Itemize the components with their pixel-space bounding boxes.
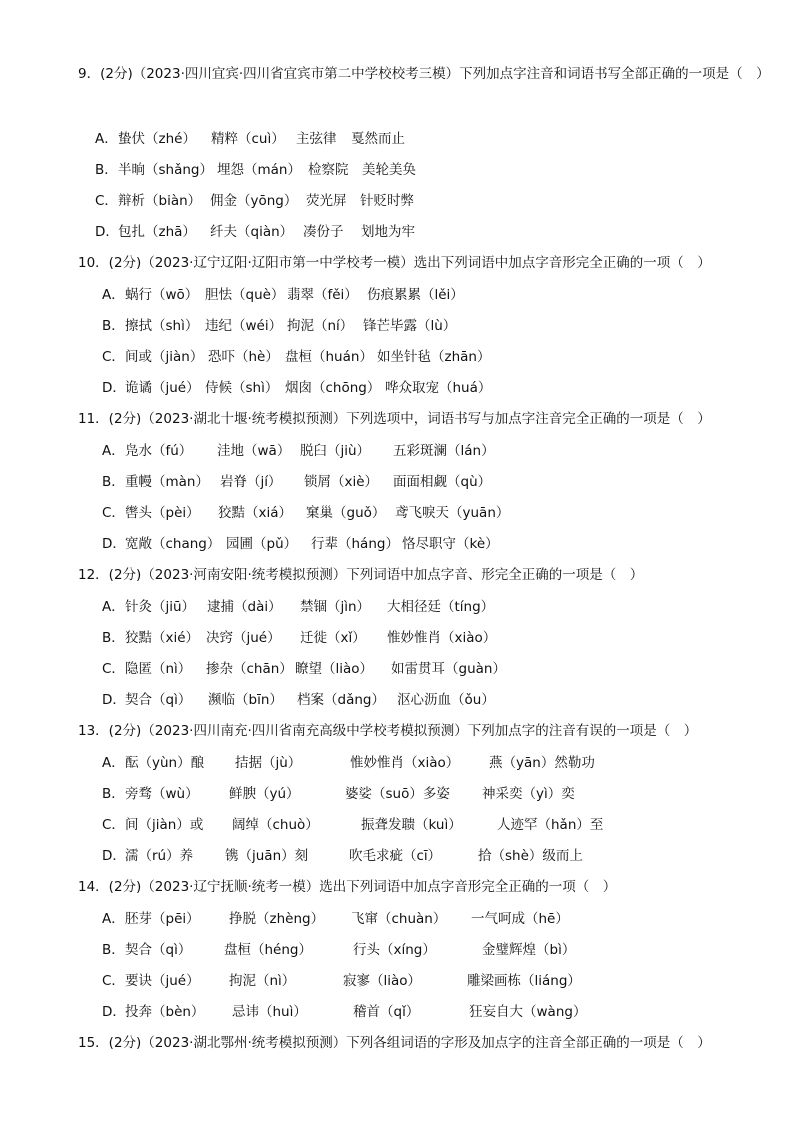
option-item: 蜗行（wō） — [125, 287, 199, 303]
option-item: 窠巢（guǒ） — [306, 505, 386, 521]
option-item: 重幔（màn） — [125, 474, 209, 490]
option-item: 酝（yùn）酿 — [125, 755, 205, 771]
option-item: 狂妄自大（wàng） — [469, 1004, 587, 1020]
option-item: 锁屑（xiè） — [304, 474, 379, 490]
option-item: 五彩斑澜（lán） — [393, 443, 495, 459]
option-item: 要诀（jué） — [125, 973, 200, 989]
option-item: 盘桓（huán） — [285, 349, 373, 365]
option-letter: D． — [102, 848, 126, 864]
option-item: 大相径廷（tíng） — [387, 599, 495, 615]
option-item: 半晌（shǎng） — [118, 162, 213, 178]
option-item: 吹毛求疵（cī） — [349, 848, 442, 864]
option-item: 神采奕（yì）奕 — [482, 786, 575, 802]
option-letter: D． — [102, 1004, 126, 1020]
option-item: 拘泥（nì） — [229, 973, 296, 989]
option-item: 档案（dǎng） — [297, 692, 385, 708]
option-letter: B． — [102, 942, 125, 958]
option-item: 濒临（bīn） — [208, 692, 283, 708]
option-item: 濡（rú）养 — [125, 848, 194, 864]
option-letter: A． — [102, 599, 125, 615]
option-item: 契合（qì） — [125, 942, 192, 958]
option-item: 辔头（pèi） — [125, 505, 200, 521]
question-stem: 9．(2分)（2023·四川宜宾·四川省宜宾市第二中学校校考三模）下列加点字注音和词语书写全部正确的一项是（ ） — [78, 66, 770, 82]
option-item: 鸢飞唳天（yuān） — [395, 505, 510, 521]
option-item: 行头（xíng） — [353, 942, 436, 958]
option-item: 狡黠（xiá） — [218, 505, 293, 521]
option-item: 划地为牢 — [361, 224, 415, 240]
option-item: 美轮美奂 — [362, 162, 416, 178]
option-item: 振聋发聩（kuì） — [361, 817, 462, 833]
option-item: 蛰伏（zhé） — [118, 131, 196, 147]
option-item: 园圃（pǔ） — [226, 536, 298, 552]
option-item: 佣金（yōng） — [210, 193, 298, 209]
option-item: 烟囱（chōng） — [285, 380, 381, 396]
option-letter: A． — [102, 287, 125, 303]
option-item: 埋怨（mán） — [217, 162, 301, 178]
option-item: 拾（shè）级而上 — [478, 848, 583, 864]
option-letter: A． — [95, 131, 118, 147]
option-item: 金璧辉煌（bì） — [482, 942, 576, 958]
option-letter: C． — [102, 973, 125, 989]
option-letter: A． — [102, 911, 125, 927]
option-letter: C． — [102, 661, 125, 677]
option-item: 如坐针毡（zhān） — [377, 349, 491, 365]
option-item: 间（jiàn）或 — [125, 817, 204, 833]
option-item: 隐匿（nì） — [125, 661, 192, 677]
option-item: 胚芽（pēi） — [125, 911, 200, 927]
option-item: 人迹罕（hǎn）至 — [497, 817, 604, 833]
option-letter: A． — [102, 443, 125, 459]
question-stem: 10．(2分)（2023·辽宁辽阳·辽阳市第一中学校考一模）选出下列词语中加点字音形完全正确的一项（ ） — [78, 255, 711, 271]
option-letter: D． — [102, 380, 126, 396]
option-item: 面面相觑（qù） — [393, 474, 492, 490]
question-stem: 12．(2分)（2023·河南安阳·统考模拟预测）下列词语中加点字音、形完全正确的一项是（ ） — [78, 567, 644, 583]
option-letter: B． — [102, 786, 125, 802]
option-item: 翡翠（fěi） — [287, 287, 358, 303]
option-item: 婆娑（suō）多姿 — [345, 786, 450, 802]
option-item: 飞窜（chuàn） — [351, 911, 447, 927]
option-item: 凑份子 — [303, 224, 344, 240]
option-letter: B． — [102, 474, 125, 490]
option-item: 镌（juān）刻 — [225, 848, 309, 864]
option-item: 岩脊（jí） — [220, 474, 282, 490]
option-item: 锋芒毕露（lù） — [363, 318, 457, 334]
option-item: 拘泥（ní） — [287, 318, 354, 334]
option-item: 挣脱（zhèng） — [229, 911, 325, 927]
option-item: 胆怯（què） — [205, 287, 285, 303]
option-letter: C． — [95, 193, 118, 209]
option-letter: B． — [102, 630, 125, 646]
option-item: 戛然而止 — [351, 131, 405, 147]
option-letter: C． — [102, 817, 125, 833]
option-item: 违纪（wéi） — [205, 318, 283, 334]
option-item: 燕（yān）然勒功 — [489, 755, 595, 771]
option-item: 间或（jiàn） — [125, 349, 204, 365]
option-item: 雕梁画栋（liáng） — [467, 973, 581, 989]
option-item: 检察院 — [308, 162, 349, 178]
option-item: 行辈（háng） — [311, 536, 399, 552]
option-item: 盘桓（héng） — [224, 942, 312, 958]
option-item: 侍候（shì） — [205, 380, 279, 396]
option-item: 纤夫（qiàn） — [210, 224, 294, 240]
option-item: 拮据（jù） — [235, 755, 302, 771]
option-item: 诡谲（jué） — [125, 380, 200, 396]
option-letter: D． — [95, 224, 119, 240]
option-item: 沤心沥血（ǒu） — [397, 692, 495, 708]
option-item: 洼地（wā） — [217, 443, 291, 459]
option-item: 恪尽职守（kè） — [402, 536, 499, 552]
option-item: 狡黠（xié） — [125, 630, 200, 646]
option-item: 恐吓（hè） — [208, 349, 279, 365]
option-item: 投奔（bèn） — [125, 1004, 205, 1020]
option-item: 针贬时弊 — [360, 193, 414, 209]
option-item: 如雷贯耳（guàn） — [391, 661, 506, 677]
option-letter: C． — [102, 349, 125, 365]
option-item: 逮捕（dài） — [207, 599, 282, 615]
option-item: 针灸（jiū） — [125, 599, 196, 615]
option-item: 掺杂（chān） — [206, 661, 293, 677]
option-letter: A． — [102, 755, 125, 771]
option-item: 迁徙（xǐ） — [300, 630, 366, 646]
option-letter: B． — [95, 162, 118, 178]
option-item: 主弦律 — [296, 131, 337, 147]
option-item: 荧光屏 — [306, 193, 347, 209]
option-item: 决窍（jué） — [206, 630, 281, 646]
question-stem: 13．(2分)（2023·四川南充·四川省南充高级中学校考模拟预测）下列加点字的注音有误的一项是（ ） — [78, 723, 698, 739]
option-item: 擦拭（shì） — [125, 318, 199, 334]
option-item: 脱臼（jiù） — [300, 443, 371, 459]
option-item: 伤痕累累（lěi） — [367, 287, 464, 303]
option-item: 哗众取宠（huá） — [385, 380, 492, 396]
option-item: 瞭望（liào） — [295, 661, 374, 677]
option-letter: B． — [102, 318, 125, 334]
option-item: 寂寥（liào） — [343, 973, 422, 989]
option-item: 阔绰（chuò） — [232, 817, 319, 833]
option-item: 一气呵成（hē） — [471, 911, 569, 927]
question-stem: 14．(2分)（2023·辽宁抚顺·统考一模）选出下列词语中加点字音形完全正确的一项（ ） — [78, 879, 617, 895]
option-item: 宽敞（chang） — [125, 536, 221, 552]
question-stem: 11．(2分)（2023·湖北十堰·统考模拟预测）下列选项中，词语书写与加点字注音完全正确的一项是（ ） — [78, 411, 711, 427]
option-letter: D． — [102, 692, 126, 708]
option-item: 惟妙惟肖（xiào） — [350, 755, 460, 771]
option-item: 精粹（cuì） — [211, 131, 285, 147]
option-item: 忌讳（huì） — [232, 1004, 307, 1020]
option-item: 旁骛（wù） — [125, 786, 199, 802]
option-letter: C． — [102, 505, 125, 521]
option-item: 包扎（zhā） — [118, 224, 196, 240]
option-item: 稽首（qǐ） — [353, 1004, 420, 1020]
option-item: 凫水（fú） — [125, 443, 193, 459]
option-item: 惟妙惟肖（xiào） — [387, 630, 497, 646]
option-item: 鲜腴（yú） — [229, 786, 300, 802]
question-stem: 15．(2分)（2023·湖北鄂州·统考模拟预测）下列各组词语的字形及加点字的注音全部正确的一项是（ ） — [78, 1035, 711, 1051]
option-item: 辩析（biàn） — [118, 193, 202, 209]
option-item: 契合（qì） — [125, 692, 192, 708]
option-item: 禁锢（jìn） — [300, 599, 371, 615]
option-letter: D． — [102, 536, 126, 552]
